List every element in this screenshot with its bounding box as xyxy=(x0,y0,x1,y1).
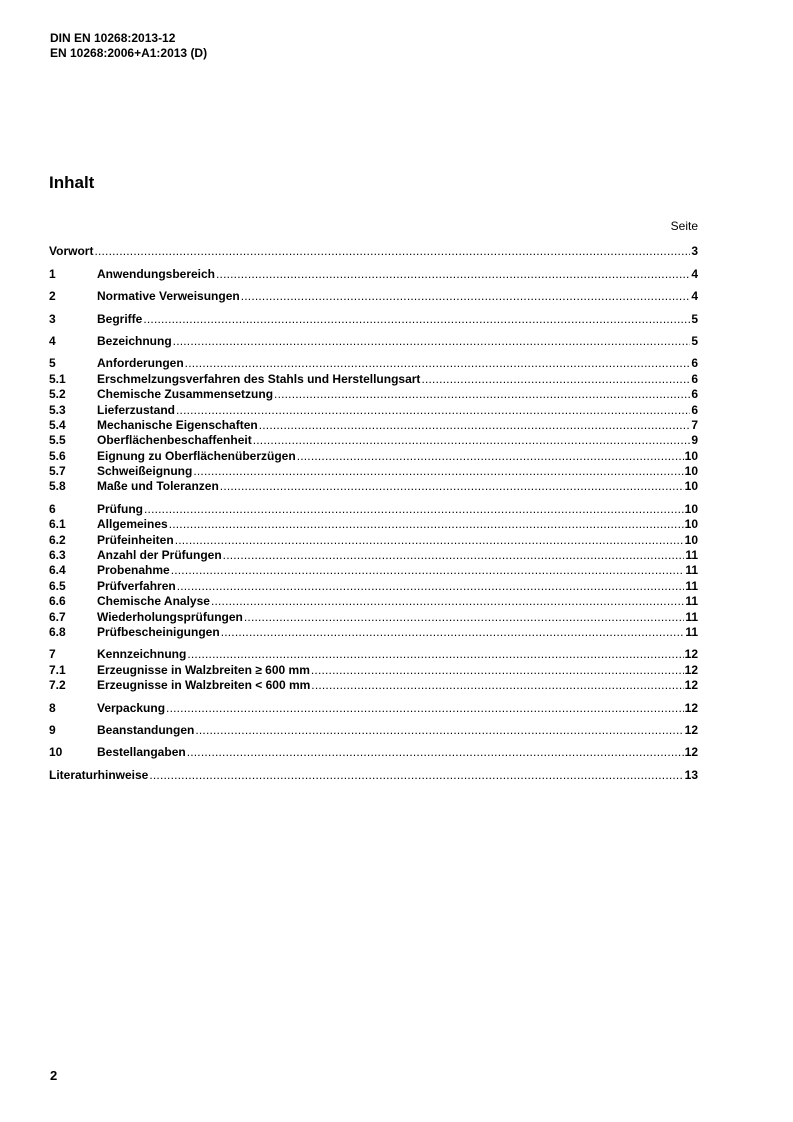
toc-entry-page: 3 xyxy=(691,244,698,259)
toc-entry-title: Maße und Toleranzen xyxy=(97,479,219,494)
toc-entry-number: 6.5 xyxy=(49,578,66,593)
toc-entry-title: Lieferzustand xyxy=(97,402,176,417)
toc-entry-5-5[interactable] xyxy=(49,433,698,448)
toc-leader-dots xyxy=(241,289,691,304)
toc-entry-page: 11 xyxy=(685,609,698,624)
toc-entry-title: Erzeugnisse in Walzbreiten ≥ 600 mm xyxy=(97,662,310,677)
toc-leader-dots xyxy=(169,517,684,532)
toc-leader-dots xyxy=(94,244,690,259)
toc-entry-7-1[interactable] xyxy=(49,662,698,677)
toc-entry-1[interactable] xyxy=(49,266,698,281)
toc-entry-literatur[interactable] xyxy=(49,767,698,782)
toc-entry-page: 5 xyxy=(691,333,698,348)
toc-entry-title: Chemische Zusammensetzung xyxy=(97,387,274,402)
toc-entry-6-2[interactable] xyxy=(49,532,698,547)
toc-entry-number: 5.6 xyxy=(49,448,66,463)
toc-entry-5-1[interactable] xyxy=(49,371,698,386)
toc-entry-number: 6.4 xyxy=(49,563,66,578)
toc-entry-title: Normative Verweisungen xyxy=(97,289,240,304)
toc-entry-title: Begriffe xyxy=(97,311,143,326)
toc-entry-number: 5.1 xyxy=(49,371,66,386)
toc-entry-title: Prüfeinheiten xyxy=(97,532,174,547)
toc-entry-number: 7.1 xyxy=(49,662,66,677)
toc-entry-title: Probenahme xyxy=(97,563,170,578)
toc-entry-number: 6.8 xyxy=(49,624,66,639)
toc-entry-6-5[interactable] xyxy=(49,578,698,593)
toc-entry-3[interactable] xyxy=(49,311,698,326)
toc-entry-page: 6 xyxy=(691,371,698,386)
toc-entry-number: 7.2 xyxy=(49,678,66,693)
toc-entry-title: Eignung zu Oberflächenüberzügen xyxy=(97,448,296,463)
toc-entry-number: 6.3 xyxy=(49,548,66,563)
toc-entry-page: 12 xyxy=(684,745,698,760)
toc-group-10 xyxy=(49,745,698,760)
toc-entry-5-3[interactable] xyxy=(49,402,698,417)
toc-group-9 xyxy=(49,723,698,738)
toc-entry-9[interactable] xyxy=(49,723,698,738)
document-header xyxy=(50,31,207,61)
toc-entry-7[interactable] xyxy=(49,647,698,662)
toc-entry-6-4[interactable] xyxy=(49,563,698,578)
toc-entry-5-4[interactable] xyxy=(49,418,698,433)
toc-group-1 xyxy=(49,266,698,281)
toc-leader-dots xyxy=(171,563,685,578)
toc-entry-vorwort[interactable] xyxy=(49,244,698,259)
toc-entry-page: 4 xyxy=(691,289,698,304)
toc-group-7 xyxy=(49,647,698,693)
toc-group-5 xyxy=(49,356,698,495)
toc-group-2 xyxy=(49,289,698,304)
toc-entry-title: Prüfbescheinigungen xyxy=(97,624,220,639)
toc-entry-page: 4 xyxy=(691,266,698,281)
toc-leader-dots xyxy=(221,625,685,640)
toc-entry-title: Literaturhinweise xyxy=(49,767,149,782)
toc-leader-dots xyxy=(195,723,683,738)
toc-leader-dots xyxy=(143,312,690,327)
toc-group-4 xyxy=(49,334,698,349)
toc-entry-title: Verpackung xyxy=(97,700,166,715)
toc-entry-number: 6.6 xyxy=(49,594,66,609)
toc-entry-number: 6 xyxy=(49,501,56,516)
toc-entry-title: Oberflächenbeschaffenheit xyxy=(97,433,252,448)
toc-entry-number: 8 xyxy=(49,700,56,715)
toc-entry-page: 5 xyxy=(691,311,698,326)
toc-entry-page: 13 xyxy=(684,767,698,782)
toc-entry-title: Anwendungsbereich xyxy=(97,266,216,281)
toc-entry-page: 12 xyxy=(684,678,698,693)
toc-entry-page: 11 xyxy=(685,594,698,609)
toc-leader-dots xyxy=(144,502,684,517)
toc-entry-title: Schweißeignung xyxy=(97,464,193,479)
toc-entry-page: 10 xyxy=(684,448,698,463)
toc-entry-title: Prüfung xyxy=(97,501,143,516)
page-title: Inhalt xyxy=(49,173,95,192)
toc-entry-number: 5.2 xyxy=(49,387,66,402)
toc-entry-5-7[interactable] xyxy=(49,464,698,479)
toc-entry-6-7[interactable] xyxy=(49,609,698,624)
toc-entry-title: Allgemeines xyxy=(97,517,168,532)
toc-leader-dots xyxy=(211,594,684,609)
page-number: 2 xyxy=(50,1068,58,1083)
toc-entry-page: 7 xyxy=(691,417,698,432)
toc-leader-dots xyxy=(311,678,683,693)
toc-entry-title: Anzahl der Prüfungen xyxy=(97,548,222,563)
toc-entry-title: Chemische Analyse xyxy=(97,594,210,609)
toc-entry-page: 11 xyxy=(685,578,698,593)
toc-entry-5-8[interactable] xyxy=(49,479,698,494)
toc-entry-number: 1 xyxy=(49,266,56,281)
toc-entry-title: Anforderungen xyxy=(97,356,184,371)
toc-group-8 xyxy=(49,700,698,715)
toc-entry-number: 10 xyxy=(49,745,63,760)
toc-leader-dots xyxy=(173,334,691,349)
toc-entry-number: 3 xyxy=(49,311,56,326)
toc-leader-dots xyxy=(223,548,685,563)
toc-leader-dots xyxy=(253,433,691,448)
toc-entry-title: Bezeichnung xyxy=(97,333,172,348)
page-column-label: Seite xyxy=(670,219,698,233)
toc-entry-number: 9 xyxy=(49,722,56,737)
toc-leader-dots xyxy=(176,403,690,418)
toc-entry-10[interactable] xyxy=(49,745,698,760)
toc-entry-5-6[interactable] xyxy=(49,448,698,463)
toc-entry-page: 10 xyxy=(684,464,698,479)
toc-entry-title: Prüfverfahren xyxy=(97,578,176,593)
standard-id-line-1: DIN EN 10268:2013-12 xyxy=(50,31,176,45)
toc-entry-page: 10 xyxy=(684,517,698,532)
toc-leader-dots xyxy=(185,356,691,371)
toc-group-6 xyxy=(49,501,698,640)
toc-entry-title: Kennzeichnung xyxy=(97,647,187,662)
toc-entry-page: 11 xyxy=(685,548,698,563)
toc-leader-dots xyxy=(220,479,684,494)
toc-entry-title: Vorwort xyxy=(49,244,94,259)
toc-entry-page: 12 xyxy=(684,722,698,737)
toc-entry-number: 5 xyxy=(49,356,56,371)
toc-group-vorwort xyxy=(49,244,698,259)
toc-entry-number: 5.8 xyxy=(49,479,66,494)
toc-entry-page: 6 xyxy=(691,356,698,371)
toc-entry-page: 10 xyxy=(684,501,698,516)
toc-group-3 xyxy=(49,311,698,326)
toc-entry-number: 6.1 xyxy=(49,517,66,532)
toc-entry-number: 6.7 xyxy=(49,609,66,624)
toc-entry-number: 5.3 xyxy=(49,402,66,417)
toc-entry-number: 5.4 xyxy=(49,417,66,432)
toc-leader-dots xyxy=(421,372,690,387)
toc-entry-title: Bestellangaben xyxy=(97,745,186,760)
toc-entry-page: 12 xyxy=(684,647,698,662)
toc-entry-6-8[interactable] xyxy=(49,625,698,640)
toc-leader-dots xyxy=(187,647,683,662)
toc-leader-dots xyxy=(149,768,683,783)
toc-entry-page: 11 xyxy=(685,624,698,639)
toc-entry-title: Wiederholungsprüfungen xyxy=(97,609,243,624)
toc-entry-number: 7 xyxy=(49,647,56,662)
toc-entry-number: 4 xyxy=(49,333,56,348)
toc-leader-dots xyxy=(216,267,690,282)
toc-leader-dots xyxy=(274,387,690,402)
toc-leader-dots xyxy=(193,464,683,479)
toc-entry-title: Erzeugnisse in Walzbreiten < 600 mm xyxy=(97,678,311,693)
toc-entry-8[interactable] xyxy=(49,700,698,715)
toc-entry-2[interactable] xyxy=(49,289,698,304)
toc-entry-page: 12 xyxy=(684,662,698,677)
toc-entry-7-2[interactable] xyxy=(49,678,698,693)
toc-entry-number: 2 xyxy=(49,289,56,304)
toc-leader-dots xyxy=(259,418,691,433)
toc-entry-page: 9 xyxy=(691,433,698,448)
toc-entry-number: 6.2 xyxy=(49,532,66,547)
standard-id-line-2: EN 10268:2006+A1:2013 (D) xyxy=(50,46,208,60)
toc-entry-title: Erschmelzungsverfahren des Stahls und Herstellungsart xyxy=(97,371,421,386)
toc-entry-page: 11 xyxy=(685,563,698,578)
toc-leader-dots xyxy=(166,701,684,716)
toc-group-literatur xyxy=(49,767,698,782)
toc-leader-dots xyxy=(175,533,684,548)
toc-leader-dots xyxy=(311,663,684,678)
toc-entry-page: 10 xyxy=(684,479,698,494)
toc-leader-dots xyxy=(187,745,684,760)
toc-entry-6[interactable] xyxy=(49,501,698,516)
toc-entry-5-2[interactable] xyxy=(49,387,698,402)
toc-entry-page: 6 xyxy=(691,402,698,417)
toc-entry-title: Mechanische Eigenschaften xyxy=(97,417,258,432)
toc-leader-dots xyxy=(177,579,685,594)
table-of-contents xyxy=(49,244,698,790)
toc-entry-4[interactable] xyxy=(49,334,698,349)
toc-leader-dots xyxy=(297,449,684,464)
toc-entry-6-6[interactable] xyxy=(49,594,698,609)
toc-entry-page: 10 xyxy=(684,532,698,547)
toc-entry-title: Beanstandungen xyxy=(97,722,195,737)
toc-entry-page: 6 xyxy=(691,387,698,402)
toc-entry-number: 5.7 xyxy=(49,464,66,479)
toc-leader-dots xyxy=(244,610,684,625)
toc-entry-5[interactable] xyxy=(49,356,698,371)
toc-entry-number: 5.5 xyxy=(49,433,66,448)
toc-entry-page: 12 xyxy=(684,700,698,715)
toc-entry-6-1[interactable] xyxy=(49,517,698,532)
toc-entry-6-3[interactable] xyxy=(49,548,698,563)
